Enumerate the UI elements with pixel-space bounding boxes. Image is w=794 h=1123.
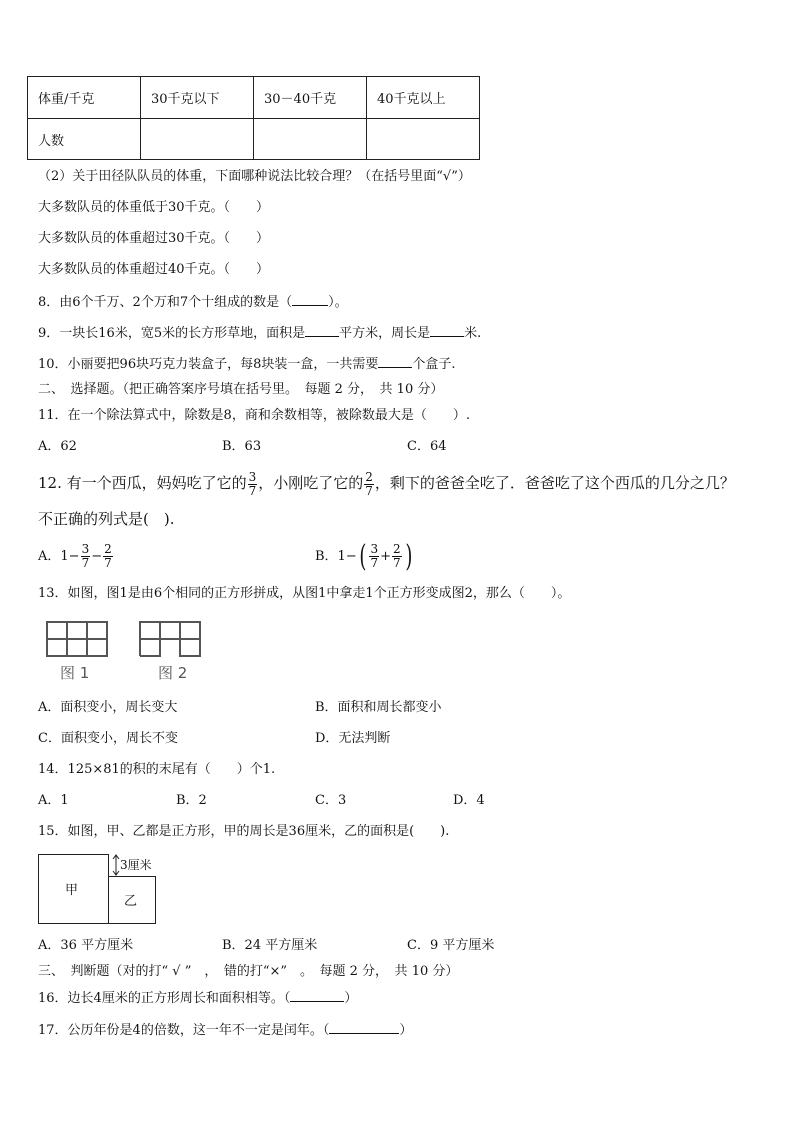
section-3-heading: 三、 判断题（对的打“ √ ” ， 错的打“×” 。 每题 2 分， 共 10 分）	[38, 964, 459, 979]
fraction-3-7	[248, 471, 258, 498]
fraction-denominator: 7	[370, 556, 379, 570]
minus-sign: −	[91, 549, 103, 564]
table-header-cell: 40千克以上	[367, 77, 480, 119]
q7-2-prompt: （2）关于田径队队员的体重，下面哪种说法比较合理？（在括号里面“√”）	[38, 169, 471, 184]
fraction-denominator: 7	[365, 483, 373, 498]
fraction-3-7	[81, 543, 91, 570]
fraction-numerator: 2	[104, 542, 112, 556]
minus-sign: −	[68, 549, 80, 564]
q17-answer-blank[interactable]	[329, 1021, 399, 1034]
squares-diagram-icon	[38, 854, 173, 926]
fraction-2-7	[392, 543, 402, 570]
q7-2-statement-3[interactable]: 大多数队员的体重超过40千克。（ ）	[38, 262, 270, 277]
q15-option-a[interactable]: A．36 平方厘米	[38, 938, 134, 953]
q8-answer-blank[interactable]	[292, 293, 328, 306]
q10-text-end: 个盒子.	[412, 357, 456, 372]
q11-option-b[interactable]: B．63	[222, 439, 262, 454]
q12-option-a[interactable]	[38, 540, 114, 574]
q15-option-b[interactable]: B．24 平方厘米	[222, 938, 318, 953]
question-14: 14．125×81的积的末尾有（ ）个1.	[38, 762, 276, 777]
q9-text-mid: 平方米，周长是	[339, 326, 431, 341]
q14-option-b[interactable]: B．2	[176, 793, 207, 808]
table-row	[28, 119, 480, 160]
q13-option-c[interactable]: C．面积变小，周长不变	[38, 731, 178, 746]
q10-text: 10．小丽要把96块巧克力装盒子，每8块装一盒，一共需要	[38, 357, 379, 372]
figure-1-caption: 图 1	[60, 664, 90, 682]
fraction-numerator: 3	[248, 469, 257, 484]
table-answer-cell[interactable]	[367, 119, 480, 160]
q15-figure	[38, 854, 173, 930]
fraction-numerator: 3	[81, 542, 90, 556]
figure-2-caption: 图 2	[158, 664, 188, 682]
fraction-denominator: 7	[248, 483, 257, 498]
q9-text: 9．一块长16米，宽5米的长方形草地，面积是	[38, 326, 306, 341]
fraction-2-7	[364, 471, 374, 498]
question-13: 13．如图，图1是由6个相同的正方形拼成，从图1中拿走1个正方形变成图2，那么（ ）。	[38, 586, 571, 601]
weight-table	[27, 76, 480, 160]
right-paren-icon: )	[404, 538, 413, 574]
q8-text: 8．由6个千万、2个万和7个十组成的数是（	[38, 295, 293, 310]
dimension-label: 3厘米	[120, 858, 152, 872]
q14-option-d[interactable]: D．4	[453, 793, 485, 808]
table-row-label: 人数	[28, 119, 141, 160]
q11-option-a[interactable]: A．62	[38, 439, 77, 454]
plus-sign: +	[380, 549, 391, 564]
question-8	[38, 293, 348, 312]
table-header-cell: 体重/千克	[28, 77, 141, 119]
question-9	[38, 324, 481, 343]
q9-perimeter-blank[interactable]	[430, 324, 464, 337]
q7-2-statement-2[interactable]: 大多数队员的体重超过30千克。（ ）	[38, 231, 270, 246]
q14-option-a[interactable]: A．1	[38, 793, 69, 808]
q13-option-a[interactable]: A．面积变小，周长变大	[38, 700, 178, 715]
q12-text-mid: ，小刚吃了它的	[258, 474, 364, 492]
fraction-numerator: 2	[365, 469, 373, 484]
label-jia: 甲	[65, 883, 79, 898]
q16-text: 16．边长4厘米的正方形周长和面积相等。（	[38, 991, 291, 1006]
fraction-numerator: 3	[370, 542, 379, 556]
q16-text-end: ）	[344, 991, 358, 1006]
q9-text-end: 米.	[464, 326, 482, 341]
question-12	[38, 466, 735, 500]
table-answer-cell[interactable]	[141, 119, 254, 160]
fraction-numerator: 2	[393, 542, 401, 556]
fraction-3-7	[369, 543, 379, 570]
q12-option-b[interactable]	[315, 540, 414, 574]
q16-answer-blank[interactable]	[290, 989, 344, 1002]
q12-option-b-label: B．1	[315, 549, 346, 564]
left-paren-icon: (	[359, 538, 367, 574]
q17-text: 17．公历年份是4的倍数，这一年不一定是闰年。（	[38, 1023, 330, 1038]
question-17	[38, 1021, 412, 1040]
question-11: 11．在一个除法算式中，除数是8，商和余数相等，被除数最大是（ ）.	[38, 408, 470, 423]
section-2-heading: 二、 选择题。（把正确答案序号填在括号里。 每题 2 分， 共 10 分）	[38, 382, 444, 397]
q12-text-end: ，剩下的爸爸全吃了．爸爸吃了这个西瓜的几分之几？	[374, 474, 735, 492]
fraction-denominator: 7	[104, 556, 112, 570]
fraction-denominator: 7	[393, 556, 401, 570]
table-answer-cell[interactable]	[254, 119, 367, 160]
q17-text-end: ）	[399, 1023, 413, 1038]
q11-option-c[interactable]: C．64	[407, 439, 447, 454]
q9-area-blank[interactable]	[305, 324, 339, 337]
q13-option-b[interactable]: B．面积和周长都变小	[315, 700, 442, 715]
q10-answer-blank[interactable]	[378, 355, 412, 368]
q13-option-d[interactable]: D．无法判断	[315, 731, 391, 746]
fraction-denominator: 7	[81, 556, 90, 570]
q15-option-c[interactable]: C．9 平方厘米	[407, 938, 495, 953]
table-header-cell: 30－40千克	[254, 77, 367, 119]
q12-option-a-label: A．1	[38, 549, 69, 564]
q12-line-2: 不正确的列式是( ).	[38, 510, 175, 528]
table-header-cell: 30千克以下	[141, 77, 254, 119]
label-yi: 乙	[124, 894, 138, 909]
question-10	[38, 355, 456, 374]
minus-sign: −	[345, 549, 357, 564]
q14-option-c[interactable]: C．3	[315, 793, 347, 808]
q8-text-end: ）。	[328, 295, 348, 310]
question-16	[38, 989, 357, 1008]
fraction-2-7	[103, 543, 113, 570]
q7-2-statement-1[interactable]: 大多数队员的体重低于30千克。（ ）	[38, 200, 270, 215]
q12-text: 12. 有一个西瓜，妈妈吃了它的	[38, 474, 247, 492]
question-15: 15．如图，甲、乙都是正方形，甲的周长是36厘米，乙的面积是( ).	[38, 824, 450, 839]
table-header-row	[28, 77, 480, 119]
